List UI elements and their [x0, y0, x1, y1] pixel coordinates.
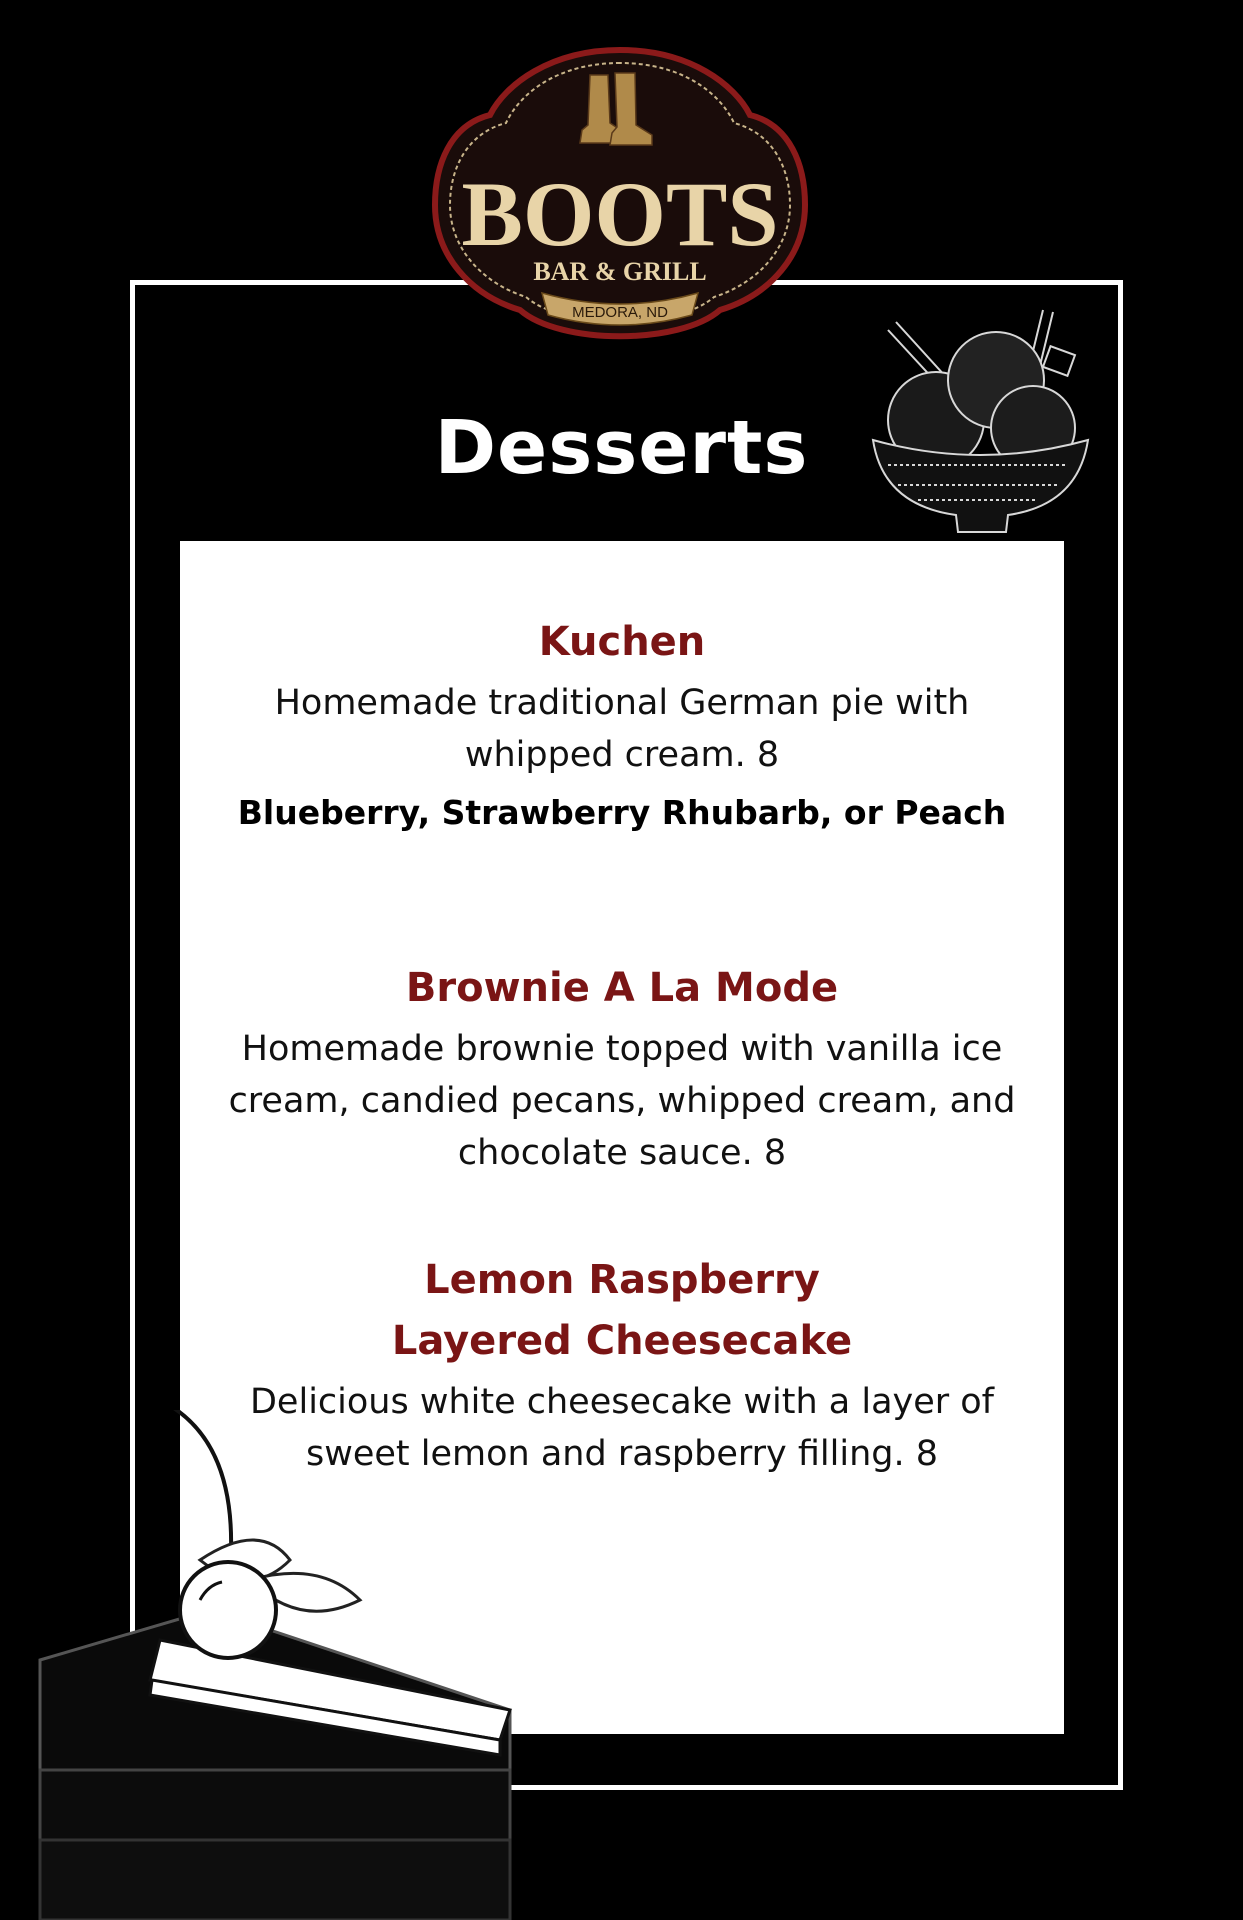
item-name-line1: Lemon Raspberry	[424, 1257, 820, 1303]
menu-item-brownie	[180, 958, 1064, 1179]
menu-item-kuchen	[180, 612, 1064, 839]
page-title: Desserts	[434, 405, 809, 491]
item-name: Brownie A La Mode	[405, 965, 839, 1011]
item-description: Delicious white cheesecake with a layer of sweet lemon and raspberry filling. 8	[249, 1382, 995, 1474]
item-description: Homemade traditional German pie with whipped cream. 8	[274, 683, 970, 775]
logo-location: MEDORA, ND	[572, 304, 668, 321]
item-name-line2: Layered Cheesecake	[391, 1318, 853, 1364]
item-description: Homemade brownie topped with vanilla ice cream, candied pecans, whipped cream, and chocolate sauce. 8	[228, 1029, 1016, 1173]
ice-cream-sundae-icon	[868, 300, 1093, 545]
item-name: Kuchen	[538, 619, 706, 665]
cake-slice-icon	[30, 1410, 530, 1920]
logo-subtitle: BAR & GRILL	[533, 257, 707, 286]
logo-name: BOOTS	[461, 163, 779, 265]
boots-logo	[430, 45, 810, 355]
cherry-icon	[160, 1410, 360, 1658]
item-options: Blueberry, Strawberry Rhubarb, or Peach	[237, 793, 1007, 832]
